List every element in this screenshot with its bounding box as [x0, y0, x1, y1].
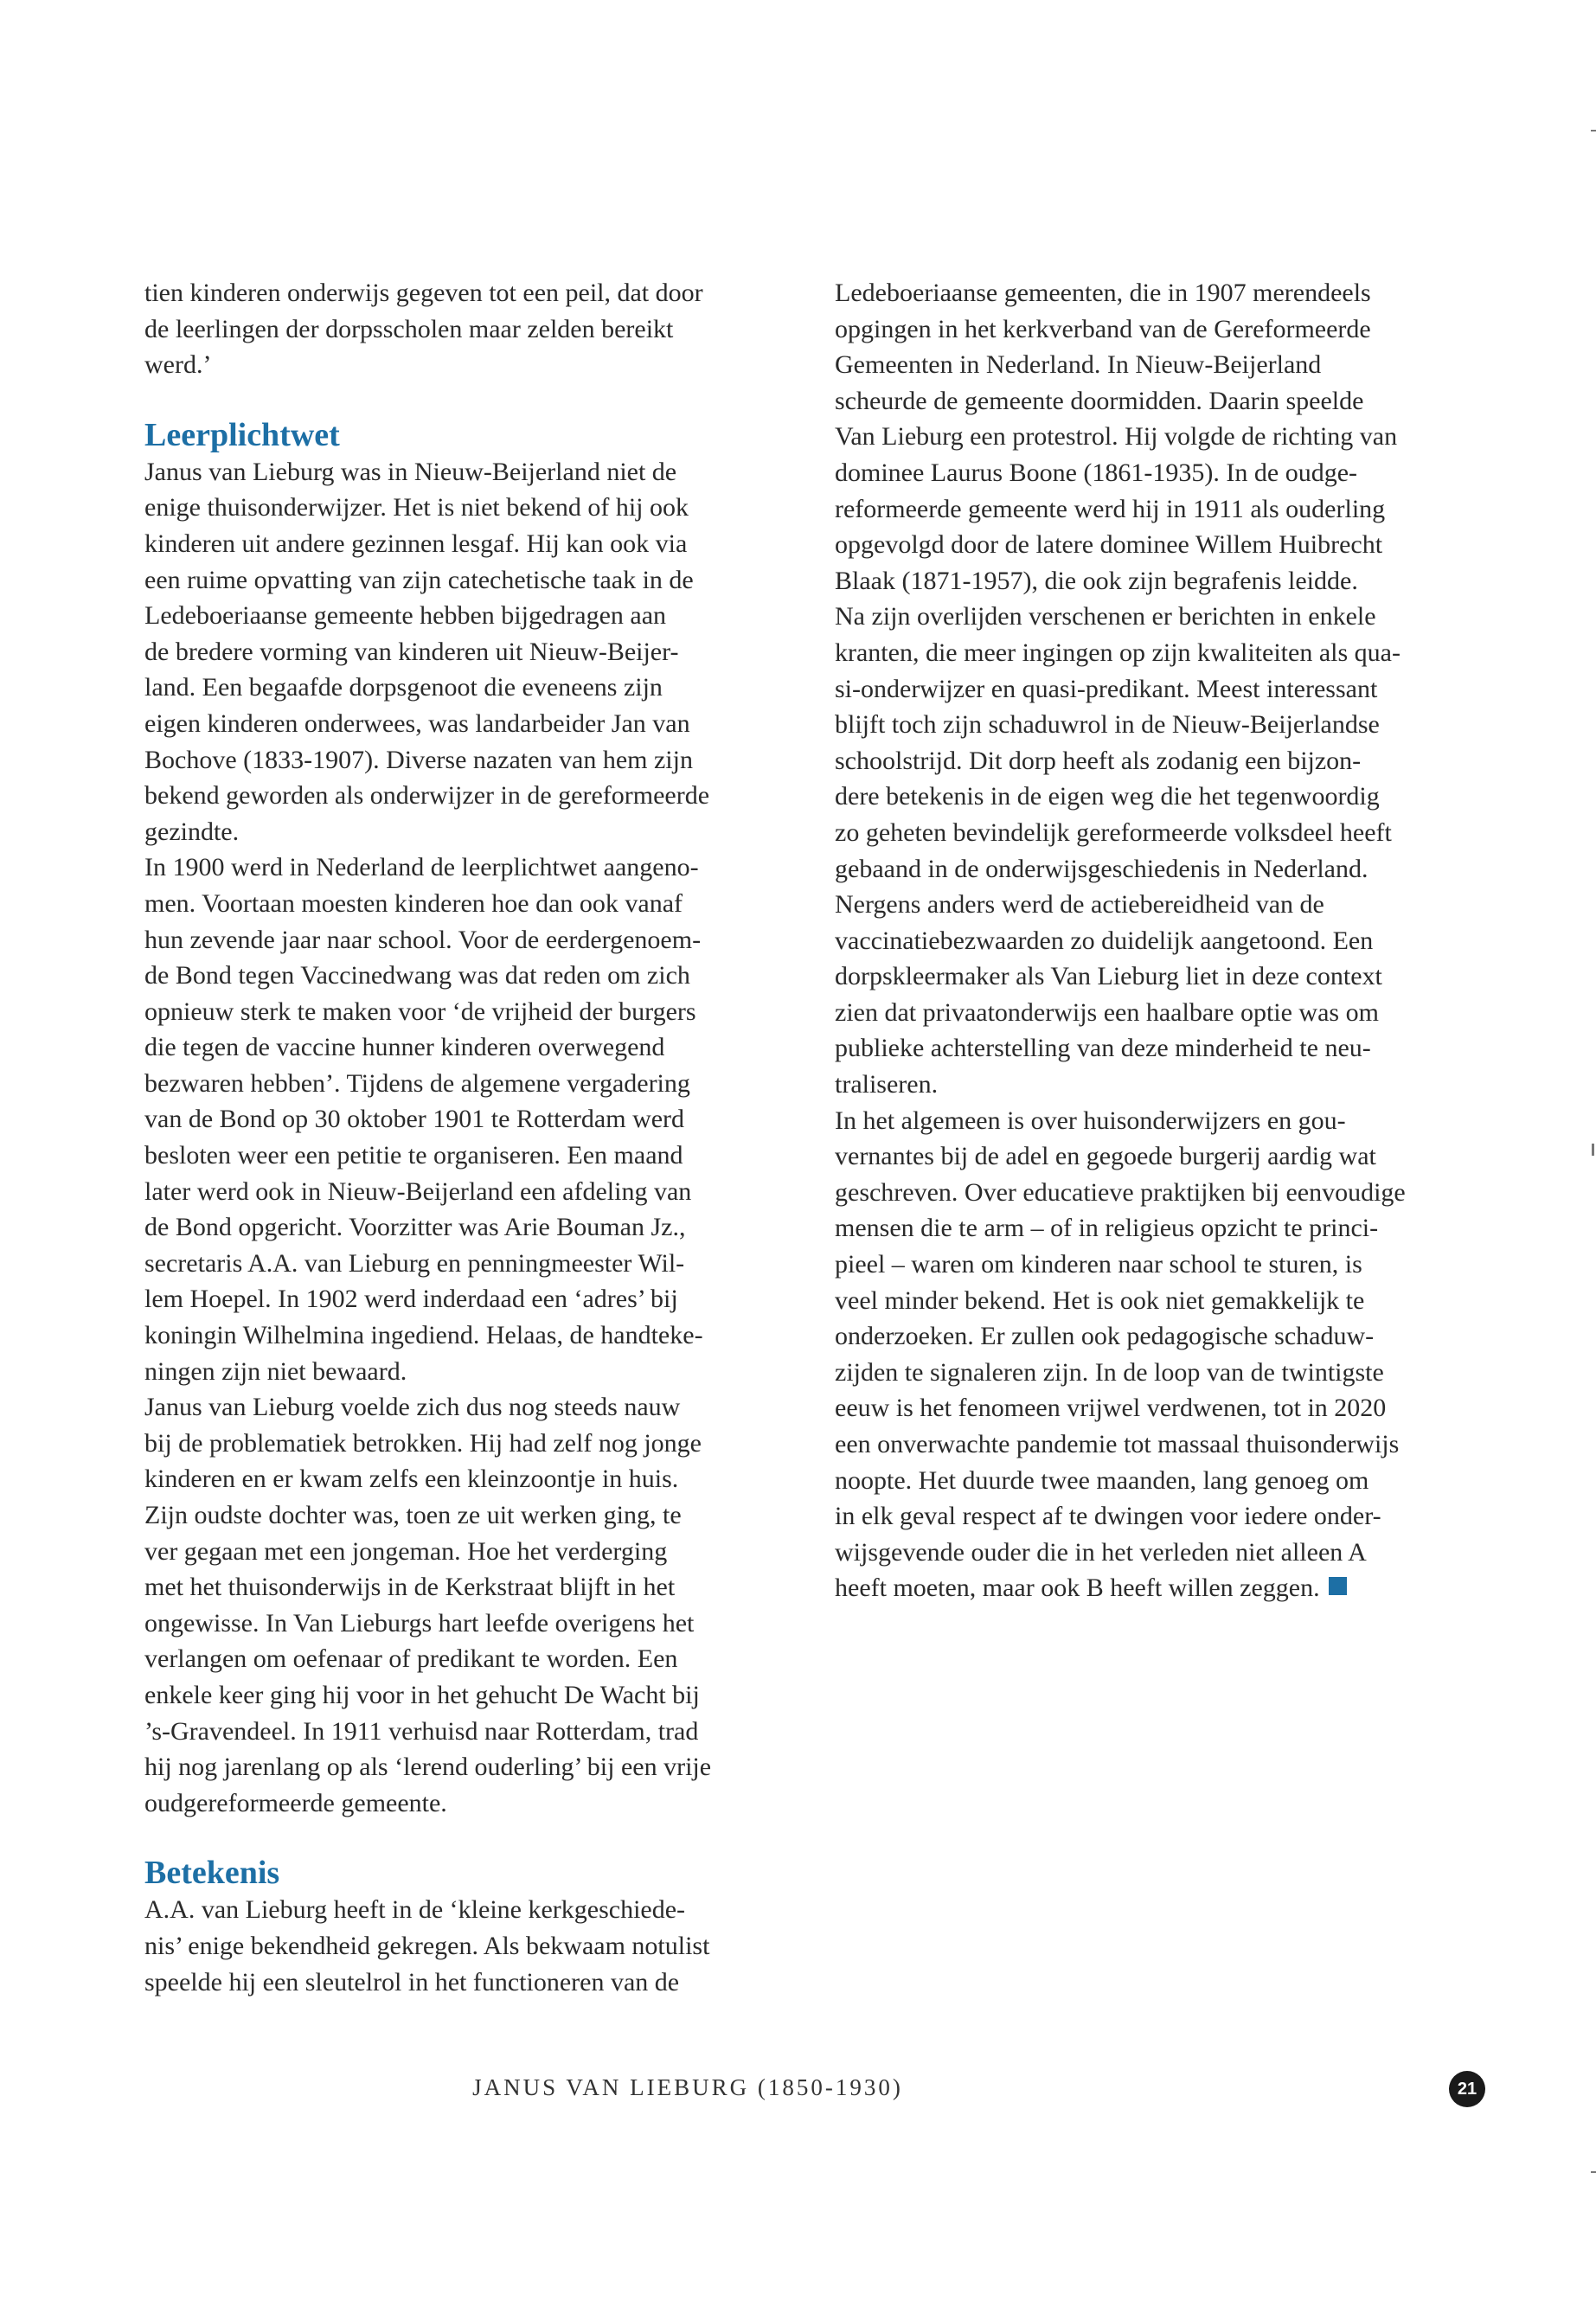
- paragraph-text: In het algemeen is over huisonderwijzers en gou- vernantes bij de adel en gegoede burgerij aardig wat geschreven. Over educatieve praktijken bij eenvoudige mensen die te arm – of in religieus opzicht te princi- pieel – waren om kinderen naar school te sturen, is veel minder bekend. Het is ook niet gemakkelijk te onderzoeken. Er zullen ook pedagogische schaduw- zijden te signaleren zijn. In de loop van de twintigste eeuw is het fenomeen vrijwel verdwenen, tot in 2020 een onverwachte pandemie tot massaal thuisonderwijs noopte. Het duurde twee maanden, lang genoeg om in elk geval respect af te dwingen voor iedere onder- wijsgevende ouder die in het verleden niet alleen A heeft moeten, maar ook B heeft willen zeggen.: [835, 1106, 1406, 1603]
- section-heading-betekenis: Betekenis: [144, 1855, 280, 1892]
- left-column: [144, 275, 802, 2000]
- registration-mark: [1592, 1144, 1594, 1156]
- paragraph: tien kinderen onderwijs gegeven tot een peil, dat door de leerlingen der dorpsscholen maar zelden bereikt werd.’: [144, 279, 703, 380]
- last-paragraph: [835, 1103, 1492, 1606]
- paragraph: Ledeboeriaanse gemeenten, die in 1907 merendeels opgingen in het kerkverband van de Gereformeerde Gemeenten in Nederland. In Nieuw-Beijerland scheurde de gemeente doormidden. Daarin speelde Van Lieburg een protestrol. Hij volgde de richting van dominee Laurus Boone (1861-1935). In de oudge- reformeerde gemeente werd hij in 1911 als ouderling opgevolgd door de latere dominee Willem Huibrecht Blaak (1871-1957), die ook zijn begrafenis leidde.: [835, 279, 1398, 595]
- paragraph: Janus van Lieburg was in Nieuw-Beijerland niet de enige thuisonderwijzer. Het is niet bekend of hij ook kinderen uit andere gezinnen lesgaf. Hij kan ook via een ruime opvatting van zijn catechetische taak in de Ledeboeriaanse gemeente hebben bijgedragen aan de bredere vorming van kinderen uit Nieuw-Beijer- land. Een begaafde dorpsgenoot die eveneens zijn eigen kinderen onderwees, was landarbeider Jan van Bochove (1833-1907). Diverse nazaten van hem zijn bekend geworden als onderwijzer in de gereformeerde gezindte.: [144, 457, 710, 846]
- page-number-badge: 21: [1449, 2071, 1485, 2107]
- paragraph: A.A. van Lieburg heeft in de ‘kleine kerkgeschiede- nis’ enige bekendheid gekregen. Als bekwaam notulist speelde hij een sleutelrol in het functioneren van de: [144, 1895, 710, 1997]
- right-column: [835, 275, 1492, 1606]
- paragraph: Na zijn overlijden verschenen er berichten in enkele kranten, die meer ingingen op zijn kwaliteiten als qua- si-onderwijzer en quasi-predikant. Meest interessant blijft toch zijn schaduwrol in de Nieuw-Beijerlandse schoolstrijd. Dit dorp heeft als zodanig een bijzon- dere betekenis in de eigen weg die het tegenwoordig zo geheten bevindelijk gereformeerde volksdeel heeft gebaand in de onderwijsgeschiedenis in Nederland. Nergens anders werd de actiebereidheid van de vaccinatiebezwaarden zo duidelijk aangetoond. Een dorpskleermaker als Van Lieburg liet in deze context zien dat privaatonderwijs een haalbare optie was om publieke achterstelling van deze minderheid te neu- traliseren.: [835, 602, 1401, 1099]
- section-heading-leerplichtwet: Leerplichtwet: [144, 416, 340, 453]
- end-mark-square-icon: [1329, 1577, 1347, 1595]
- paragraph: In 1900 werd in Nederland de leerplichtwet aangeno- men. Voortaan moesten kinderen hoe dan ook vanaf hun zevende jaar naar school. Voor de eerdergenoem- de Bond tegen Vaccinedwang was dat reden om zich opnieuw sterk te maken voor ‘de vrijheid der burgers die tegen de vaccine hunner kinderen overwegend bezwaren hebben’. Tijdens de algemene vergadering van de Bond op 30 oktober 1901 te Rotterdam werd besloten weer een petitie te organiseren. Een maand later werd ook in Nieuw-Beijerland een afdeling van de Bond opgericht. Voorzitter was Arie Bouman Jz., secretaris A.A. van Lieburg en penningmeester Wil- lem Hoepel. In 1902 werd inderdaad een ‘adres’ bij koningin Wilhelmina ingediend. Helaas, de handteke- ningen zijn niet bewaard.: [144, 853, 703, 1386]
- crop-mark: [1591, 2171, 1596, 2173]
- running-footer-title: JANUS VAN LIEBURG (1850-1930): [472, 2074, 903, 2100]
- paragraph: Janus van Lieburg voelde zich dus nog steeds nauw bij de problematiek betrokken. Hij had zelf nog jonge kinderen en er kwam zelfs een kleinzoontje in huis. Zijn oudste dochter was, toen ze uit werken ging, te ver gegaan met een jongeman. Hoe het verderging met het thuisonderwijs in de Kerkstraat blijft in het ongewisse. In Van Lieburgs hart leefde overigens het verlangen om oefenaar of predikant te worden. Een enkele keer ging hij voor in het gehucht De Wacht bij ’s-Gravendeel. In 1911 verhuisd naar Rotterdam, trad hij nog jarenlang op als ‘lerend ouderling’ bij een vrije oudgereformeerde gemeente.: [144, 1393, 712, 1817]
- crop-mark: [1591, 130, 1596, 131]
